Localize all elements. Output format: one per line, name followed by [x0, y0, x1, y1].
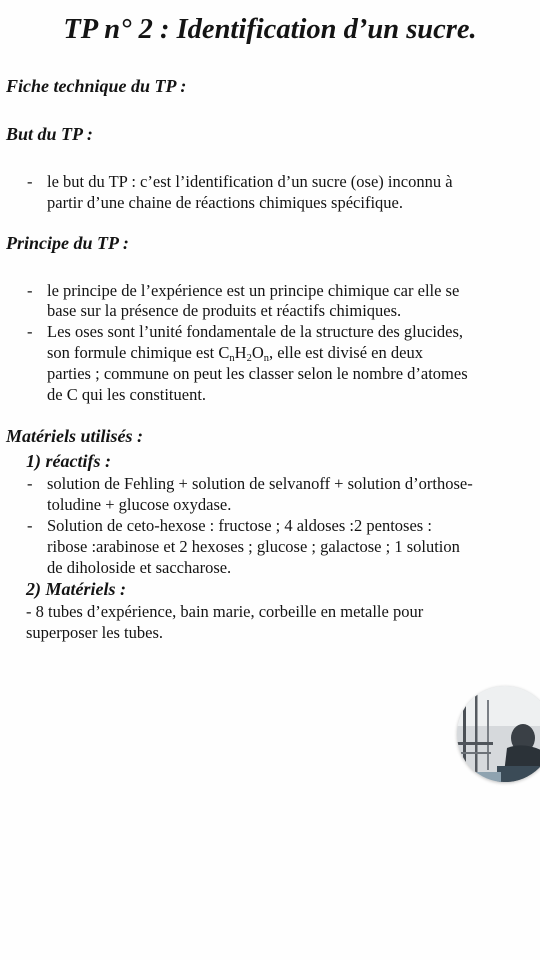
materiels-heading: 2) Matériels : [26, 579, 126, 599]
principe-item-line: Les oses sont l’unité fondamentale de la structure des glucides, [47, 322, 464, 341]
principe-item-line: de C qui les constituent. [47, 385, 207, 404]
avatar[interactable] [457, 686, 540, 782]
but-item-line: le but du TP : c’est l’identification d’un sucre (ose) inconnu à [47, 172, 453, 191]
materiels-line: - 8 tubes d’expérience, bain marie, corbeille en metalle pour [26, 602, 424, 621]
materiels-utilises-heading: Matériels utilisés : [6, 426, 144, 446]
principe-item-line: parties ; commune on peut les classer selon le nombre d’atomes [47, 364, 468, 383]
formula-subscript: 2 [246, 353, 252, 364]
reactifs-item-line: de diholoside et saccharose. [47, 558, 232, 577]
formula-text: , elle est divisé en deux [268, 343, 423, 362]
bullet-dash: - [27, 322, 33, 341]
formula-text: O [251, 343, 264, 362]
but-heading: But du TP : [6, 124, 93, 144]
principe-item-line: le principe de l’expérience est un principe chimique car elle se [47, 281, 460, 300]
reactifs-item-line: ribose :arabinose et 2 hexoses ; glucose ; galactose ; 1 solution [47, 537, 460, 556]
avatar-photo [457, 686, 540, 782]
reactifs-heading: 1) réactifs : [26, 451, 111, 471]
materiels-line: superposer les tubes. [26, 623, 164, 642]
formula-text: H [234, 343, 247, 362]
bullet-dash: - [27, 281, 33, 300]
fiche-heading: Fiche technique du TP : [6, 76, 187, 96]
principe-item-line: base sur la présence de produits et réactifs chimiques. [47, 301, 402, 320]
bullet-dash: - [27, 516, 33, 535]
bullet-dash: - [27, 172, 33, 191]
formula-subscript: n [263, 353, 269, 364]
but-item-line: partir d’une chaine de réactions chimiques spécifique. [47, 193, 403, 212]
reactifs-item-line: solution de Fehling + solution de selvanoff + solution d’orthose- [47, 474, 473, 493]
bullet-dash: - [27, 474, 33, 493]
principe-heading: Principe du TP : [6, 233, 129, 253]
reactifs-item-line: Solution de ceto-hexose : fructose ; 4 aldoses :2 pentoses : [47, 516, 432, 535]
document-title: TP n° 2 : Identification d’un sucre. [63, 14, 477, 45]
reactifs-item-line: toludine + glucose oxydase. [47, 495, 232, 514]
formula-text: son formule chimique est C [47, 343, 230, 362]
formula-subscript: n [229, 353, 235, 364]
